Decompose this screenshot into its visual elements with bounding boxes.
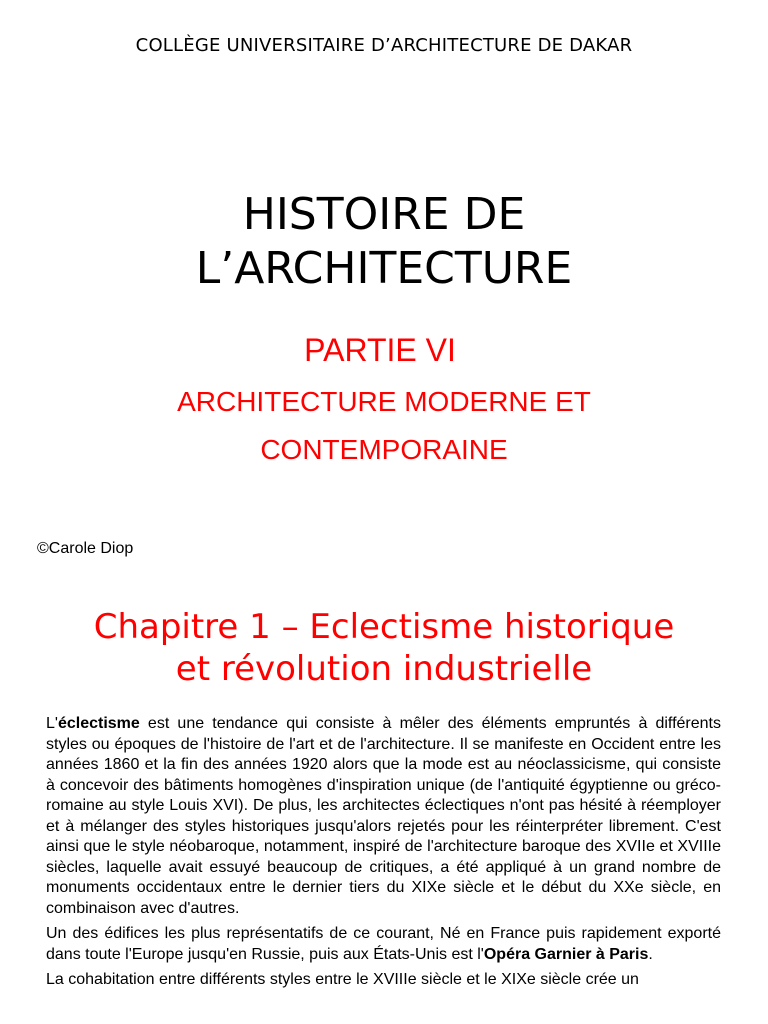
paragraph-1: [46, 714, 721, 919]
paragraph-2-bold-term: Opéra Garnier à Paris: [483, 945, 649, 963]
paragraph-1-prefix: L': [46, 715, 58, 732]
part-heading: PARTIE VI: [304, 332, 456, 368]
chapter-line-1: Chapitre 1 – Eclectisme historique: [93, 607, 675, 647]
paragraph-2-text: Un des édifices les plus représentatifs de ce courant, Né en France puis rapidement exporté dans toute l'Europe jusqu'en Russie, puis aux États-Unis est l': [46, 925, 721, 963]
paragraph-2-end: .: [648, 945, 653, 963]
paragraph-1-bold-term: éclectisme: [57, 715, 140, 732]
part-subtitle: [0, 378, 768, 474]
chapter-heading: [0, 606, 768, 690]
document-title: [0, 188, 768, 296]
paragraph-3: [46, 970, 721, 991]
paragraph-1-text: est une tendance qui consiste à mêler des éléments empruntés à différents styles ou époques de l'histoire de l'art et de l'architecture. Il se manifeste en Occident entre les années 1860 et la fin des années 1920 alors que la mode est au néoclassicisme, qui consiste à concevoir des bâtiments homogènes d'inspiration unique (de l'antiquité égyptienne ou gréco-romaine au style Louis XVI). De plus, les architectes éclectiques n'ont pas hésité à réemployer et à mélanger des styles historiques jusqu'alors rejetés pour les réinterpréter librement. C'est ainsi que le style néobaroque, notamment, inspiré de l'architecture baroque des XVIIe et XVIIIe siècles, laquelle avait essuyé beaucoup de critiques, a été appliqué à un grand nombre de monuments occidentaux entre le dernier tiers du XIXe siècle et le début du XXe siècle, en combinaison avec d'autres.: [46, 715, 721, 917]
paragraph-3-text: La cohabitation entre différents styles entre le XVIIIe siècle et le XIXe siècle crée un: [46, 971, 639, 988]
subtitle-line-1: ARCHITECTURE MODERNE ET: [177, 386, 591, 417]
copyright-notice: ©Carole Diop: [37, 540, 134, 557]
paragraph-2: [46, 924, 721, 965]
subtitle-line-2: CONTEMPORAINE: [260, 434, 508, 465]
title-line-2: L’ARCHITECTURE: [195, 243, 573, 294]
body-text: [46, 714, 721, 996]
institution-name: COLLÈGE UNIVERSITAIRE D’ARCHITECTURE DE DAKAR: [135, 35, 633, 56]
chapter-line-2: et révolution industrielle: [175, 649, 593, 689]
title-line-1: HISTOIRE DE: [242, 189, 526, 240]
